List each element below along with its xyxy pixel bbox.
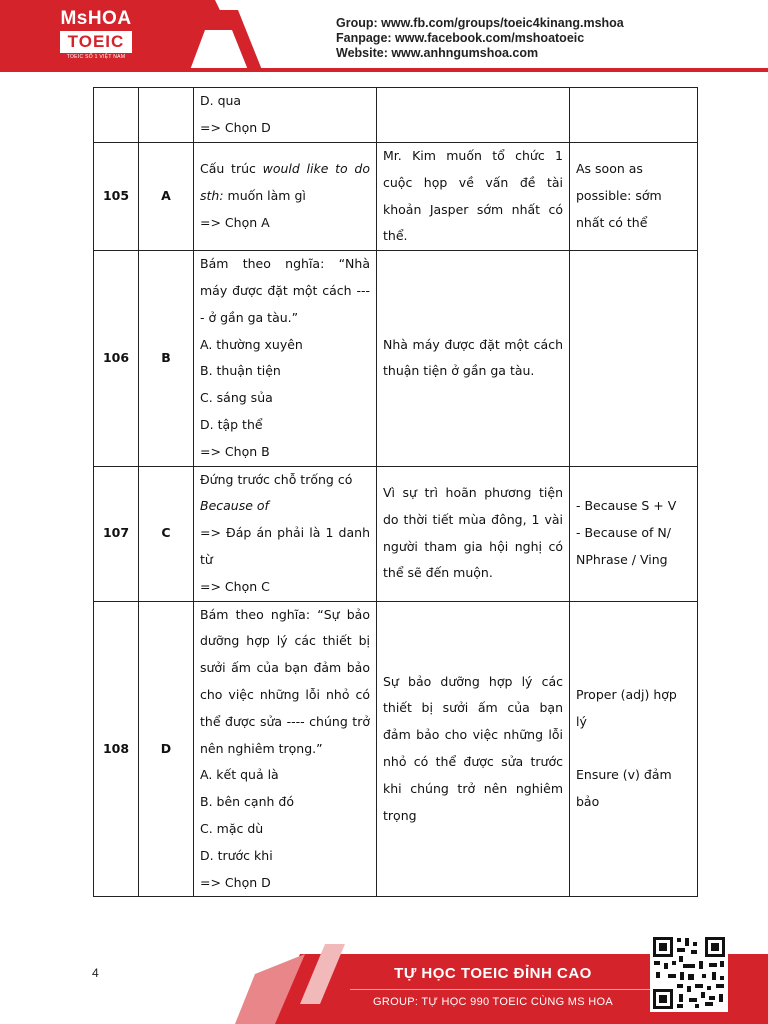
explanation-cell [194, 143, 377, 251]
explanation-line: => Đáp án phải là 1 danh từ [200, 525, 370, 567]
note-line: - Because S + V [576, 498, 677, 514]
answer-key-cell: D [139, 601, 194, 897]
brand-logo [48, 8, 144, 66]
answer-key-cell: A [139, 143, 194, 251]
qr-code-icon[interactable] [650, 934, 728, 1012]
answer-key-cell: C [139, 466, 194, 601]
option-d: D. tập thể [200, 416, 263, 432]
table-row [94, 143, 698, 251]
logo-tagline: TOEIC SỐ 1 VIỆT NAM [66, 54, 126, 60]
contact-info [336, 16, 756, 61]
footer-subtitle: GROUP: TỰ HỌC 990 TOEIC CÙNG MS HOA [373, 996, 613, 1008]
note-spacer [576, 736, 691, 763]
option-d: D. trước khi [200, 847, 273, 863]
explanation-cell [194, 88, 377, 143]
question-number-cell: 105 [94, 143, 139, 251]
notes-cell: As soon as possible: sớm nhất có thể [570, 143, 698, 251]
answer-table [93, 87, 698, 897]
explanation-text: muốn làm gì [223, 188, 306, 204]
notes-cell [570, 251, 698, 466]
explanation-line: => Chọn D [200, 120, 271, 135]
option-a: A. thường xuyên [200, 336, 303, 352]
option-b: B. thuận tiện [200, 363, 281, 379]
group-link[interactable]: Group: www.fb.com/groups/toeic4kinang.mshoa [336, 16, 624, 30]
answer-choice: => Chọn D [200, 874, 271, 890]
footer-title: TỰ HỌC TOEIC ĐỈNH CAO [394, 965, 592, 982]
explanation-line: D. qua [200, 93, 242, 109]
question-number-cell: 106 [94, 251, 139, 466]
page-number: 4 [92, 966, 99, 980]
option-c: C. sáng sủa [200, 390, 273, 406]
translation-cell: Sự bảo dưỡng hợp lý các thiết bị sưởi ấm của bạn đảm bảo cho việc những lỗi nhỏ có thể được sửa trước khi chúng trở nên nghiêm trọng [377, 601, 570, 897]
option-c: C. mặc dù [200, 820, 264, 836]
table-row [94, 251, 698, 466]
explanation-cell [194, 601, 377, 897]
question-number-cell: 108 [94, 601, 139, 897]
explanation-line: Bám theo nghĩa: “Nhà máy được đặt một cách ---- ở gần ga tàu.” [200, 256, 370, 325]
website-link[interactable]: Website: www.anhngumshoa.com [336, 46, 539, 60]
explanation-italic: Because of [200, 498, 269, 514]
question-number-cell [94, 88, 139, 143]
answer-choice: => Chọn C [200, 578, 270, 594]
logo-toeic-box: TOEIC [60, 31, 133, 53]
explanation-line: Đứng trước chỗ trống có [200, 471, 353, 487]
explanation-text: Cấu trúc [200, 161, 263, 177]
answer-key-cell: B [139, 251, 194, 466]
logo-title: MsHOA [60, 8, 132, 29]
table-row [94, 466, 698, 601]
translation-cell: Nhà máy được đặt một cách thuận tiện ở gần ga tàu. [377, 251, 570, 466]
note-line: Ensure (v) đảm bảo [576, 767, 672, 810]
option-b: B. bên cạnh đó [200, 794, 294, 810]
page-header [0, 0, 768, 72]
translation-cell [377, 88, 570, 143]
explanation-cell [194, 466, 377, 601]
fanpage-link[interactable]: Fanpage: www.facebook.com/mshoatoeic [336, 31, 585, 45]
explanation-italic: would like to do sth: [200, 161, 370, 204]
notes-cell [570, 601, 698, 897]
notes-cell [570, 88, 698, 143]
answer-choice: => Chọn B [200, 443, 270, 459]
explanation-line: Bám theo nghĩa: “Sự bảo dưỡng hợp lý các thiết bị sưởi ấm của bạn đảm bảo cho việc những lỗi nhỏ có thể được sửa ---- chúng trở nên nghiêm trọng.” [200, 606, 370, 756]
answer-key-cell [139, 88, 194, 143]
note-line: - Because of N/ NPhrase / Ving [576, 525, 671, 567]
translation-cell: Mr. Kim muốn tổ chức 1 cuộc họp về vấn đề tài khoản Jasper sớm nhất có thể. [377, 143, 570, 251]
explanation-cell [194, 251, 377, 466]
option-a: A. kết quả là [200, 767, 279, 783]
translation-cell: Vì sự trì hoãn phương tiện do thời tiết mùa đông, 1 vài người tham gia hội nghị có thể sẽ đến muộn. [377, 466, 570, 601]
notes-cell [570, 466, 698, 601]
table-row [94, 601, 698, 897]
note-line: Proper (adj) hợp lý [576, 686, 677, 729]
question-number-cell: 107 [94, 466, 139, 601]
table-row [94, 88, 698, 143]
explanation-line: => Chọn A [200, 214, 270, 230]
